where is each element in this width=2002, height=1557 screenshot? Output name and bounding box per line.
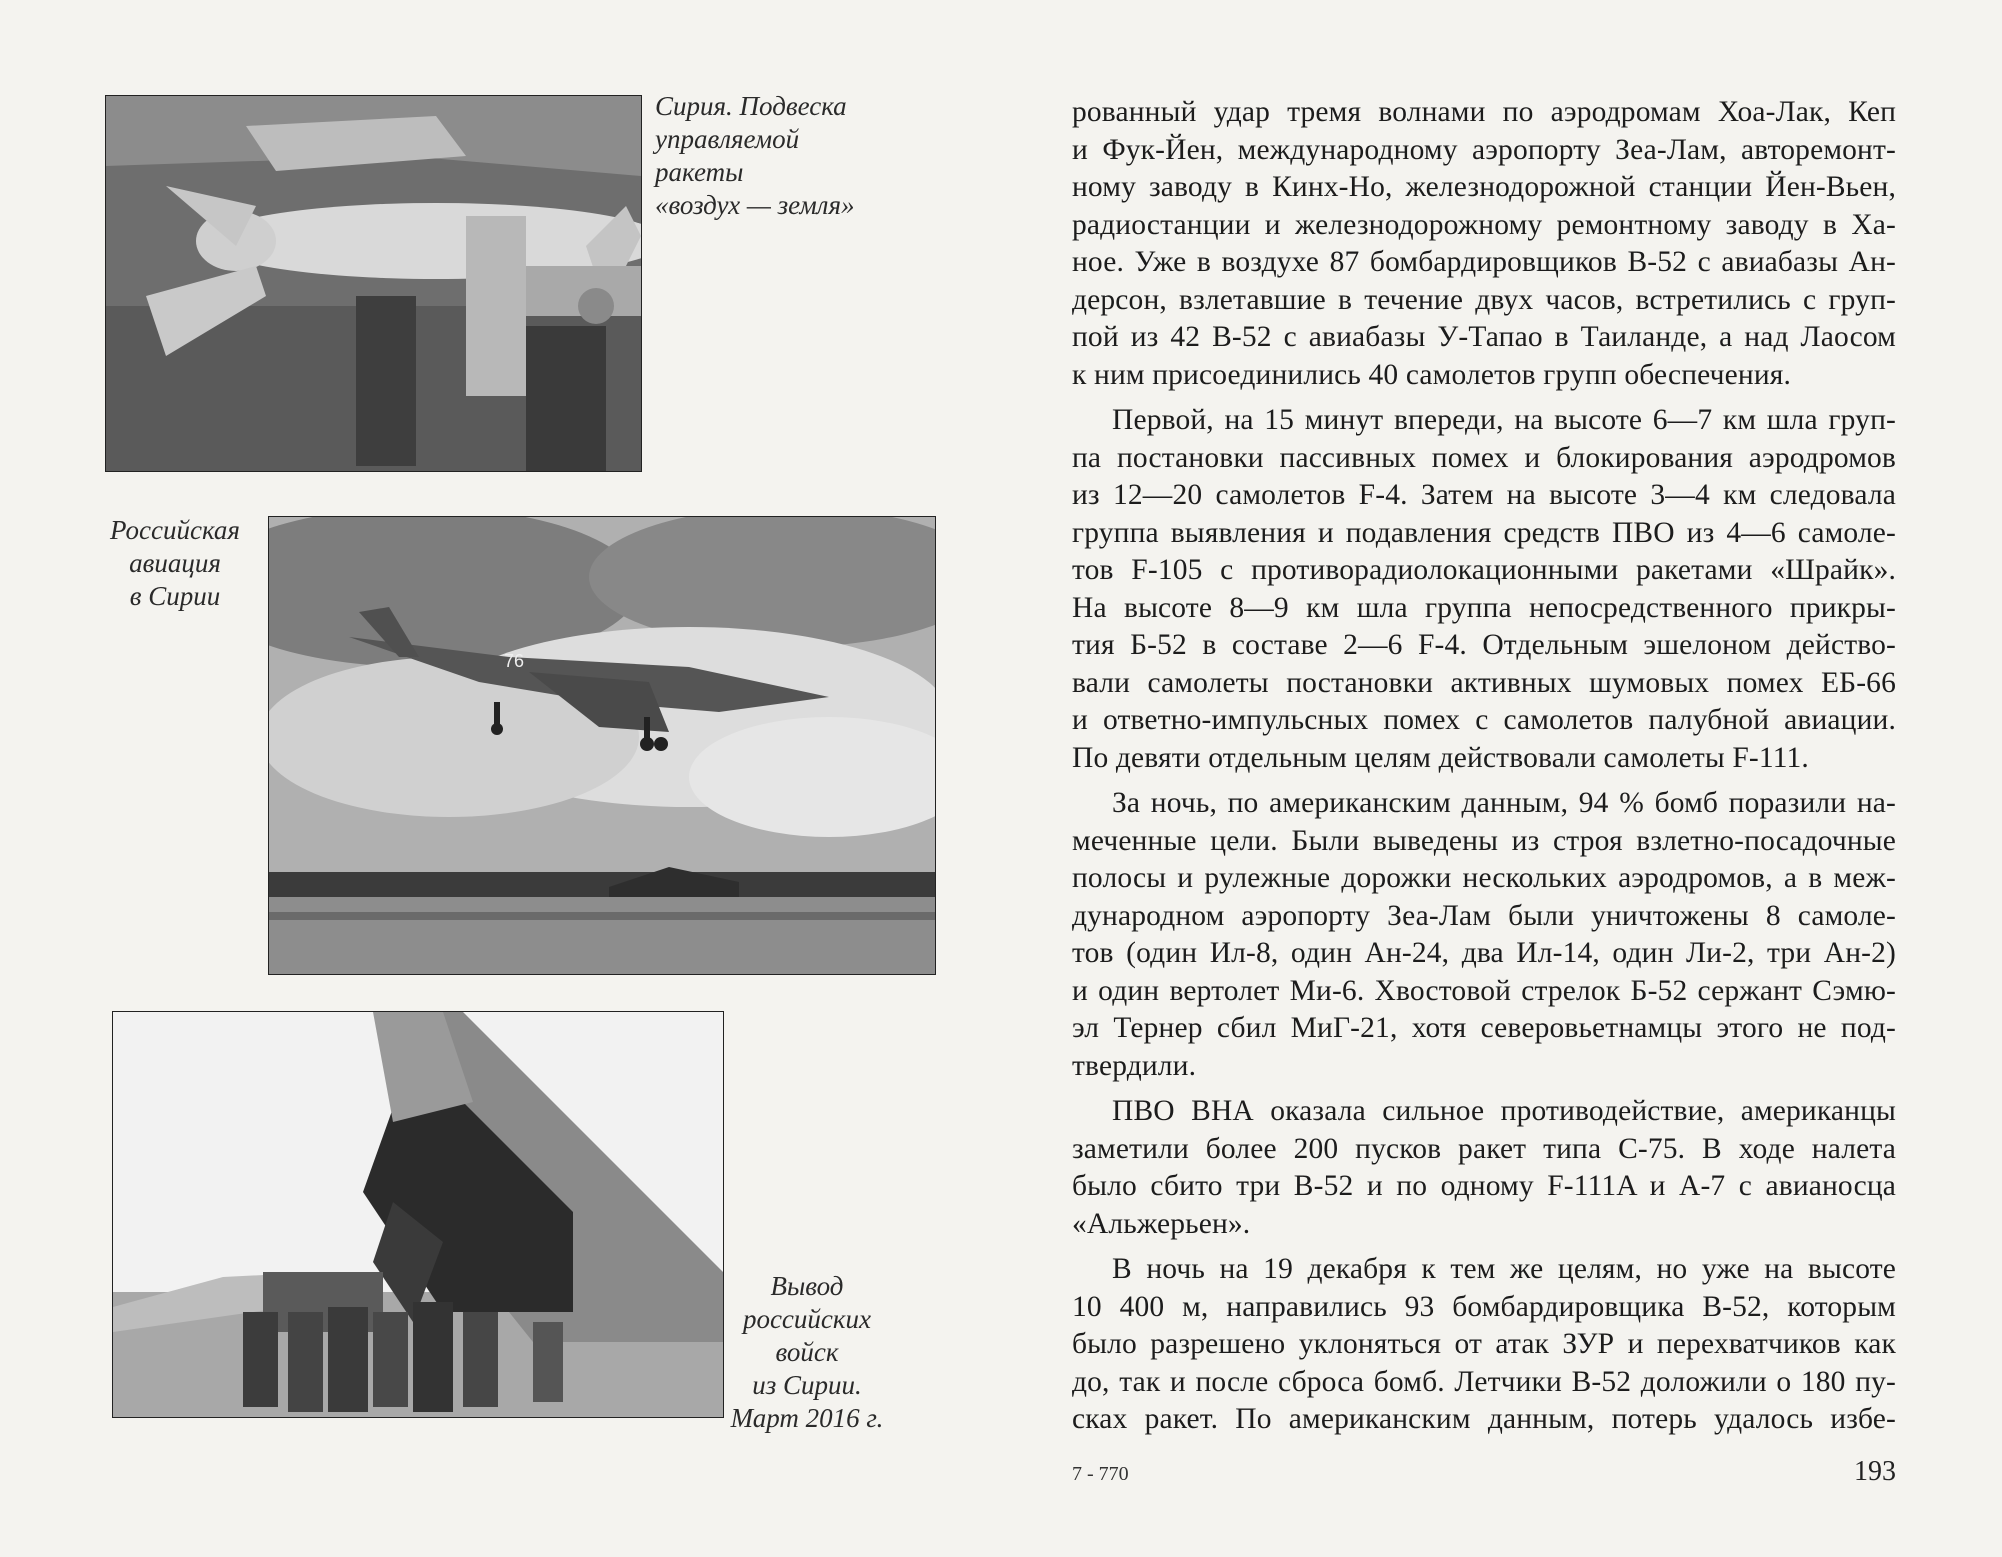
text-line: тов (один Ил-8, один Ан-24, два Ил-14, один Ли-2, три Ан-2) bbox=[1072, 937, 1896, 969]
text-line: радиостанции и железнодорожному ремонтному заводу в Ха- bbox=[1072, 208, 1896, 241]
text-line: В ночь на 19 декабря к тем же целям, но уже на высоте bbox=[1112, 1253, 1896, 1285]
paragraph bbox=[1072, 402, 1896, 777]
aircraft-takeoff-image bbox=[269, 517, 935, 974]
text-line: твердили. bbox=[1072, 1049, 1197, 1082]
text-line: полосы и рулежные дорожки нескольких аэродромов, а в меж- bbox=[1072, 862, 1896, 894]
paragraph bbox=[1072, 1251, 1896, 1439]
caption-line: авиация bbox=[129, 548, 221, 578]
text-line: заметили более 200 пусков ракет типа С-75. В ходе налета bbox=[1072, 1132, 1896, 1165]
paragraph bbox=[1072, 94, 1896, 394]
caption-missile-mounting bbox=[655, 90, 865, 222]
caption-line: Сирия. Подвеска bbox=[655, 91, 847, 121]
text-line: до, так и после сброса бомб. Летчики B-52 доложили о 180 пу- bbox=[1072, 1365, 1896, 1398]
caption-line: войск bbox=[775, 1337, 839, 1367]
body-text bbox=[1072, 94, 1896, 1439]
paragraph-gap bbox=[1072, 394, 1896, 402]
text-line: ному заводу в Кинх-Но, железнодорожной станции Йен-Вьен, bbox=[1072, 171, 1896, 203]
text-line: па постановки пассивных помех и блокирования аэродромов bbox=[1072, 441, 1896, 474]
text-line: дународном аэропорту Зеа-Лам были уничтожены 8 самоле- bbox=[1072, 899, 1896, 932]
right-page bbox=[1000, 0, 2002, 1557]
text-line: меченные цели. Были выведены из строя взлетно-посадочные bbox=[1072, 824, 1896, 857]
text-line: ное. Уже в воздухе 87 бомбардировщиков B-52 с авиабазы Ан- bbox=[1072, 246, 1896, 278]
troop-withdrawal-image bbox=[113, 1012, 723, 1417]
missile-mounting-image bbox=[106, 96, 641, 471]
caption-line: из Сирии. bbox=[752, 1370, 862, 1400]
paragraph-gap bbox=[1072, 777, 1896, 785]
text-line: рованный удар тремя волнами по аэродромам Хоа-Лак, Кеп bbox=[1072, 96, 1896, 128]
text-line: сках ракет. По американским данным, потерь удалось избе- bbox=[1072, 1403, 1896, 1435]
text-line: ПВО ВНА оказала сильное противодействие, американцы bbox=[1112, 1095, 1896, 1127]
caption-line: Март 2016 г. bbox=[730, 1403, 884, 1433]
text-line: группа выявления и подавления средств ПВО из 4—6 самоле- bbox=[1072, 516, 1896, 549]
caption-russian-aviation bbox=[100, 514, 250, 613]
photo-troop-withdrawal bbox=[112, 1011, 724, 1418]
caption-line: ракеты bbox=[655, 157, 744, 187]
caption-line: Российская bbox=[110, 515, 240, 545]
text-line: пой из 42 B-52 с авиабазы У-Тапао в Таиланде, а над Лаосом bbox=[1072, 321, 1896, 353]
text-line: тия Б-52 в составе 2—6 F-4. Отдельным эшелоном действо- bbox=[1072, 629, 1896, 661]
text-line: и ответно-импульсных помех с самолетов палубной авиации. bbox=[1072, 704, 1896, 736]
photo-russian-aviation bbox=[268, 516, 936, 975]
text-line: и один вертолет Ми-6. Хвостовой стрелок Б-52 сержант Сэмю- bbox=[1072, 974, 1896, 1007]
caption-line: «воздух — земля» bbox=[655, 190, 855, 220]
text-line: тов F-105 с противорадиолокационными ракетами «Шрайк». bbox=[1072, 554, 1896, 586]
paragraph bbox=[1072, 1093, 1896, 1243]
page-number: 193 bbox=[1854, 1456, 1896, 1487]
text-line: к ним присоединились 40 самолетов групп обеспечения. bbox=[1072, 358, 1792, 391]
text-line: На высоте 8—9 км шла группа непосредственного прикры- bbox=[1072, 591, 1896, 624]
caption-line: управляемой bbox=[655, 124, 800, 154]
text-line: дерсон, взлетавшие в течение двух часов, встретились с груп- bbox=[1072, 283, 1896, 316]
caption-troop-withdrawal bbox=[722, 1270, 892, 1435]
text-line: За ночь, по американским данным, 94 % бомб поразили на- bbox=[1112, 787, 1896, 819]
photo-missile-mounting bbox=[105, 95, 642, 472]
text-line: было сбито три B-52 и по одному F-111A и A-7 с авианосца bbox=[1072, 1170, 1896, 1202]
caption-line: российских bbox=[742, 1304, 872, 1334]
text-line: Первой, на 15 минут впереди, на высоте 6—7 км шла груп- bbox=[1112, 404, 1896, 436]
paragraph bbox=[1072, 785, 1896, 1085]
text-line: 10 400 м, направились 93 бомбардировщика B-52, которым bbox=[1072, 1290, 1896, 1323]
text-line: и Фук-Йен, международному аэропорту Зеа-Лам, авторемонт- bbox=[1072, 133, 1896, 166]
left-page bbox=[0, 0, 1000, 1557]
aircraft-marking: 76 bbox=[504, 651, 525, 671]
text-line: По девяти отдельным целям действовали самолеты F-111. bbox=[1072, 741, 1809, 774]
text-line: вали самолеты постановки активных шумовых помех ЕБ-66 bbox=[1072, 666, 1896, 699]
printer-signature: 7 - 770 bbox=[1072, 1463, 1129, 1485]
paragraph-gap bbox=[1072, 1085, 1896, 1093]
text-line: эл Тернер сбил МиГ-21, хотя северовьетнамцы этого не под- bbox=[1072, 1012, 1896, 1044]
paragraph-gap bbox=[1072, 1243, 1896, 1251]
text-line: было разрешено уклоняться от атак ЗУР и перехватчиков как bbox=[1072, 1328, 1896, 1360]
text-line: из 12—20 самолетов F-4. Затем на высоте 3—4 км следовала bbox=[1072, 479, 1896, 511]
text-line: «Альжерьен». bbox=[1072, 1207, 1251, 1240]
caption-line: в Сирии bbox=[129, 581, 221, 611]
caption-line: Вывод bbox=[770, 1271, 844, 1301]
